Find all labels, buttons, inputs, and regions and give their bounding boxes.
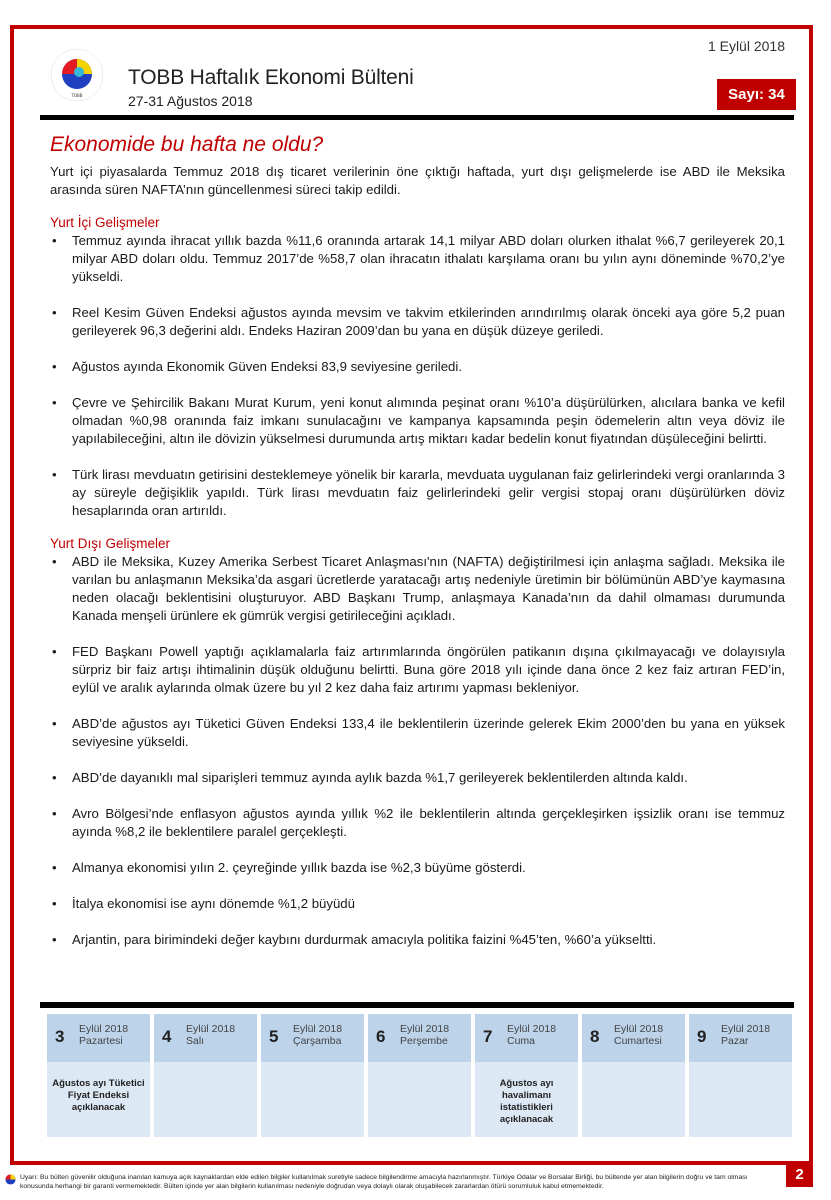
page-heading: Ekonomide bu hafta ne oldu? [50,133,324,156]
day-month: Eylül 2018 [79,1023,129,1035]
list-item: • FED Başkanı Powell yaptığı açıklamalarla faiz artırımlarında öngörülen patikanın dışına çıkılmayacağı ve dolayısıyla sürpriz bir faiz artışı ihtimalinin düşük olduğunu belirtti. Buna göre 2018 yılı içinde dana önce 2 kez faiz artıran FED’in, eylül ve aralık aylarında olmak üzere bu yıl 2 kez daha faiz artırımı yapması bekleniyor. [50,643,785,697]
day-number: 8 [590,1027,600,1046]
day-number: 6 [376,1027,386,1046]
day-event [368,1062,471,1137]
day-number: 3 [55,1027,65,1046]
main-content [50,133,785,967]
tobb-mini-logo-icon [5,1174,16,1185]
page-number: 2 [786,1163,813,1187]
day-event: Ağustos ayı Tüketici Fiyat Endeksi açıklanacak [47,1062,150,1137]
day-month: Eylül 2018 [721,1023,771,1035]
foreign-news-list [50,553,785,949]
svg-text:TOBB: TOBB [71,93,83,98]
tobb-logo-icon [50,48,104,102]
day-number: 9 [697,1027,707,1046]
content-divider [40,1002,794,1008]
bulletin-title: TOBB Haftalık Ekonomi Bülteni [128,66,414,89]
day-event [154,1062,257,1137]
calendar-day [368,1014,471,1137]
list-item: • Çevre ve Şehircilik Bakanı Murat Kurum, yeni konut alımında peşinat oranı %10’a düşürülürken, alıcılara banka ve kefil olmadan %0,98 oranında faiz imkanı sunulacağını ve kampanya kapsamında peşin ödemelerin altın veya döviz ile yapılabileceğini, altın ile dövizin yükselmesi durumunda artış miktarı kadar bedelin konut fiyatından düşüleceğini belirtti. [50,394,785,448]
day-month: Eylül 2018 [293,1023,343,1035]
list-item: • Reel Kesim Güven Endeksi ağustos ayında mevsim ve takvim etkilerinden arındırılmış olarak önceki aya göre 5,2 puan gerileyerek 96,3 değerini aldı. Endeks Haziran 2009’dan bu yana en düşük düzeye geriledi. [50,304,785,340]
calendar-day [261,1014,364,1137]
day-month: Eylül 2018 [614,1023,664,1035]
list-item: • Avro Bölgesi’nde enflasyon ağustos ayında yıllık %2 ile beklentilerin altında gerçekleşirken işsizlik oranı ise temmuz ayında %8,2 ile beklentilere paralel gerçekleşti. [50,805,785,841]
section-title-foreign: Yurt Dışı Gelişmeler [50,536,171,551]
weekly-calendar [47,1014,792,1137]
day-weekday: Pazartesi [79,1035,123,1047]
list-item: • Arjantin, para birimindeki değer kaybını durdurmak amacıyla politika faizini %45’ten, %60’a yükseltti. [50,931,785,949]
calendar-day [475,1014,578,1137]
date-range: 27-31 Ağustos 2018 [128,93,253,109]
day-event [261,1062,364,1137]
list-item: • ABD’de dayanıklı mal siparişleri temmuz ayında aylık bazda %1,7 gerileyerek beklentilerden altında kaldı. [50,769,785,787]
calendar-day [47,1014,150,1137]
list-item: • ABD ile Meksika, Kuzey Amerika Serbest Ticaret Anlaşması'nın (NAFTA) değiştirilmesi için anlaşma sağladı. Meksika ile varılan bu anlaşmanın Meksika’da asgari ücretlerde yaratacağı artış nedeniyle üretimin bir bölümünün ABD’ye kaymasına neden olacağı beklentisini oluşturuyor. ABD Başkanı Trump, anlaşmaya Kanada’nın da dahil olmaması durumunda Kanada menşeli ürünlere ek gümrük vergisi getirileceğini açıkladı. [50,553,785,625]
domestic-news-list [50,232,785,520]
day-number: 5 [269,1027,279,1046]
day-weekday: Salı [186,1035,205,1047]
list-item: • Temmuz ayında ihracat yıllık bazda %11,6 oranında artarak 14,1 milyar ABD doları olurken ithalat %6,7 gerileyerek 20,1 milyar ABD doları oldu. Temmuz 2017’de %58,7 olan ihracatın ithalatı karşılama oranı bu yılın aynı döneminde %70,2’ye yükseldi. [50,232,785,286]
day-event [582,1062,685,1137]
header-divider [40,115,794,120]
day-weekday: Cumartesi [614,1035,662,1047]
day-number: 4 [162,1027,172,1046]
intro-paragraph: Yurt içi piyasalarda Temmuz 2018 dış ticaret verilerinin öne çıktığı haftada, yurt dışı gelişmelerde ise ABD ile Meksika arasında süren NAFTA’nın güncellenmesi süreci takip edildi. [50,164,785,197]
section-title-domestic: Yurt İçi Gelişmeler [50,215,160,230]
day-weekday: Çarşamba [293,1035,342,1047]
day-weekday: Perşembe [400,1035,448,1047]
day-weekday: Pazar [721,1035,749,1047]
disclaimer-text: Uyarı: Bu bülten güvenilir olduğuna inanılan kamuya açık kaynaklardan elde edilen bilgiler kullanılmak suretiyle sadece bilgilendirme amacıyla hazırlanmıştır. Türkiye Odalar ve Borsalar Birliği, bu bültende yer alan bilgilerin doğru ve tam olması konusunda herhangi bir garanti vermemektedir. Bülten içinde yer alan bilgilerin kullanılması nedeniyle doğrudan veya dolaylı olarak oluşabilecek zararlardan ötürü sorumluluk kabul etmemektedir. [20,1174,748,1190]
list-item: • Ağustos ayında Ekonomik Güven Endeksi 83,9 seviyesine geriledi. [50,358,785,376]
issue-badge: Sayı: 34 [717,79,796,110]
calendar-day [154,1014,257,1137]
list-item: • Türk lirası mevduatın getirisini desteklemeye yönelik bir kararla, mevduata uygulanan faiz gelirlerindeki vergi oranlarında 3 ay süreyle değişiklik yapıldı. Türk lirası mevduatın faiz gelirlerindeki gelir vergisi stopaj oranı düşürülürken döviz hesaplarında oran artırıldı. [50,466,785,520]
list-item: • ABD’de ağustos ayı Tüketici Güven Endeksi 133,4 ile beklentilerin üzerinde gelerek Ekim 2000’den bu yana en yüksek seviyesine yükseldi. [50,715,785,751]
day-month: Eylül 2018 [186,1023,236,1035]
calendar-day [582,1014,685,1137]
calendar-day [689,1014,792,1137]
day-weekday: Cuma [507,1035,536,1047]
publish-date: 1 Eylül 2018 [707,38,785,54]
day-event [689,1062,792,1137]
day-month: Eylül 2018 [507,1023,557,1035]
list-item: • İtalya ekonomisi ise aynı dönemde %1,2 büyüdü [50,895,785,913]
day-number: 7 [483,1027,493,1046]
day-event: Ağustos ayı havalimanı istatistikleri açıklanacak [475,1062,578,1137]
day-month: Eylül 2018 [400,1023,450,1035]
list-item: • Almanya ekonomisi yılın 2. çeyreğinde yıllık bazda ise %2,3 büyüme gösterdi. [50,859,785,877]
